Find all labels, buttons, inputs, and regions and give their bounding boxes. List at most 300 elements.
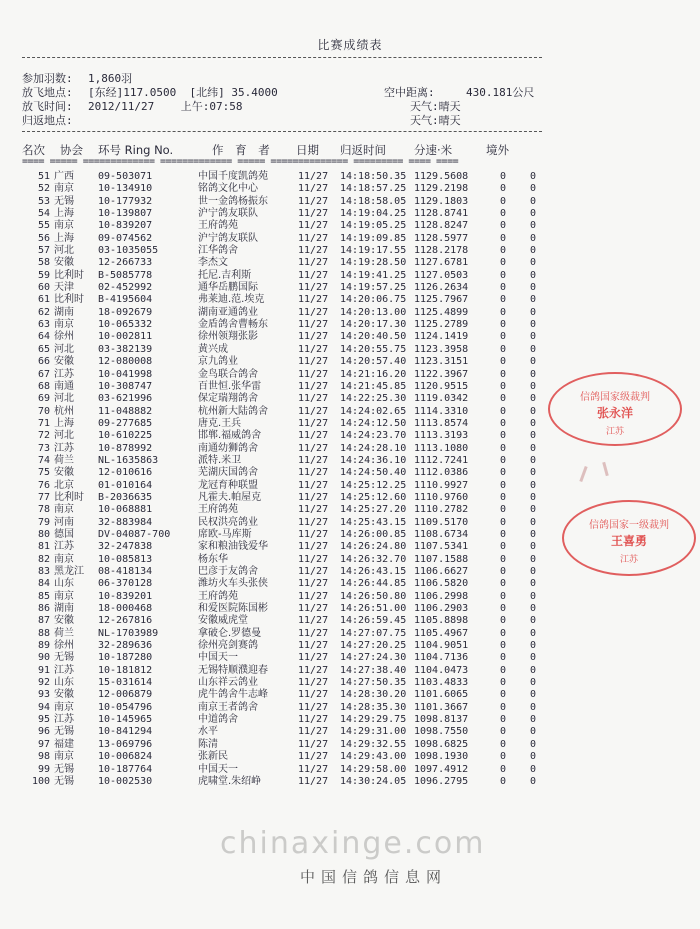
cell-association: 安徽: [54, 467, 74, 479]
cell-speed: 1101.6065: [414, 689, 469, 701]
cell-overseas-b: 0: [530, 405, 537, 417]
cell-date: 11/27: [298, 578, 329, 590]
cell-ring-number: 10-068881: [98, 504, 153, 516]
cell-overseas-b: 0: [530, 245, 537, 257]
stamp-region: 江苏: [619, 555, 638, 565]
cell-rank: 96: [37, 726, 50, 738]
cell-association: 无锡: [54, 652, 74, 664]
cell-overseas-b: 0: [530, 294, 537, 306]
cell-return-time: 14:24:50.40: [340, 467, 407, 479]
cell-breeder: 王府鸽苑: [198, 220, 238, 232]
cell-association: 杭州: [54, 405, 74, 417]
cell-date: 11/27: [298, 627, 329, 639]
cell-association: 北京: [54, 479, 74, 491]
cell-speed: 1097.4912: [414, 763, 469, 775]
cell-breeder: 南京王者鸽舍: [198, 701, 258, 713]
cell-association: 南京: [54, 701, 74, 713]
cell-overseas-a: 0: [500, 183, 507, 195]
cell-date: 11/27: [298, 294, 329, 306]
cell-overseas-a: 0: [500, 652, 507, 664]
cell-rank: 89: [37, 640, 50, 652]
cell-overseas-a: 0: [500, 566, 507, 577]
table-row: [22, 628, 562, 640]
cell-date: 11/27: [298, 541, 329, 553]
table-row: [22, 566, 562, 578]
table-row: [22, 381, 562, 393]
cell-return-time: 14:26:51.00: [340, 603, 407, 615]
cell-date: 11/27: [298, 640, 329, 652]
referee-stamp: [562, 500, 696, 576]
cell-return-time: 14:26:24.80: [340, 541, 407, 553]
cell-overseas-b: 0: [530, 603, 537, 615]
cell-rank: 59: [37, 269, 50, 281]
cell-rank: 81: [37, 541, 50, 553]
cell-association: 安徽: [54, 257, 74, 269]
cell-ring-number: 11-048882: [98, 405, 153, 417]
cell-association: 南京: [54, 220, 74, 232]
cell-date: 11/27: [298, 430, 329, 442]
header-overseas: 境外: [486, 143, 509, 157]
cell-association: 比利时: [54, 294, 84, 306]
table-row: [22, 233, 562, 245]
cell-return-time: 14:27:50.35: [340, 677, 407, 689]
table-row: [22, 541, 562, 553]
cell-date: 11/27: [298, 195, 329, 207]
cell-association: 徐州: [54, 331, 74, 343]
cell-return-time: 14:29:58.00: [340, 763, 407, 775]
cell-date: 11/27: [298, 726, 329, 738]
table-row: [22, 764, 562, 776]
cell-return-time: 14:19:05.25: [340, 220, 407, 232]
header-rank: 名次: [22, 143, 45, 157]
table-row: [22, 591, 562, 603]
cell-overseas-a: 0: [500, 442, 507, 454]
cell-breeder: 家和粮油钱爱华: [198, 541, 268, 553]
table-row: [22, 356, 562, 368]
cell-breeder: 金盾鸽舍曹畅东: [198, 319, 268, 331]
cell-speed: 1107.1588: [414, 553, 469, 565]
cell-overseas-a: 0: [500, 430, 507, 442]
cell-ring-number: 10-002530: [98, 775, 153, 787]
cell-rank: 78: [37, 504, 50, 516]
cell-return-time: 14:29:43.00: [340, 751, 407, 763]
cell-breeder: 沪宁鸽友联队: [198, 232, 258, 244]
cell-rank: 82: [37, 553, 50, 565]
weather-release: 天气:晴天: [410, 100, 461, 113]
cell-breeder: 中国天一: [198, 652, 238, 664]
cell-date: 11/27: [298, 479, 329, 491]
cell-association: 南京: [54, 504, 74, 516]
cell-breeder: 弗莱迪.范.埃克: [198, 294, 265, 306]
cell-ring-number: 18-092679: [98, 306, 153, 318]
cell-overseas-b: 0: [530, 430, 537, 442]
cell-overseas-b: 0: [530, 343, 537, 355]
cell-overseas-b: 0: [530, 467, 537, 479]
cell-overseas-a: 0: [500, 528, 507, 540]
cell-breeder: 虎啸堂.朱绍峥: [198, 775, 262, 787]
cell-date: 11/27: [298, 467, 329, 479]
cell-association: 无锡: [54, 775, 74, 787]
cell-rank: 70: [37, 405, 50, 417]
cell-rank: 64: [37, 331, 50, 343]
cell-association: 上海: [54, 232, 74, 244]
cell-rank: 84: [37, 578, 50, 590]
cell-ring-number: 10-187280: [98, 652, 153, 664]
table-row: [22, 430, 562, 442]
cell-ring-number: 10-006824: [98, 751, 153, 763]
cell-association: 江苏: [54, 541, 74, 553]
time-label: 放飞时间:: [22, 100, 73, 113]
table-row: [22, 492, 562, 504]
table-row: [22, 480, 562, 492]
cell-overseas-a: 0: [500, 269, 507, 281]
cell-rank: 93: [37, 689, 50, 701]
cell-association: 上海: [54, 417, 74, 429]
cell-ring-number: 10-041998: [98, 368, 153, 380]
cell-overseas-b: 0: [530, 220, 537, 232]
cell-overseas-a: 0: [500, 578, 507, 590]
cell-association: 河北: [54, 393, 74, 405]
cell-return-time: 14:28:35.30: [340, 701, 407, 713]
return-label: 归返地点:: [22, 114, 73, 127]
cell-association: 江苏: [54, 368, 74, 380]
cell-overseas-b: 0: [530, 454, 537, 466]
cell-overseas-b: 0: [530, 751, 537, 763]
table-row: [22, 270, 562, 282]
table-row: [22, 504, 562, 516]
cell-association: 比利时: [54, 491, 84, 503]
cell-return-time: 14:20:06.75: [340, 294, 407, 306]
cell-overseas-b: 0: [530, 677, 537, 689]
cell-date: 11/27: [298, 677, 329, 689]
divider: [22, 131, 542, 132]
cell-rank: 95: [37, 714, 50, 726]
cell-ring-number: 10-308747: [98, 380, 153, 392]
cell-ring-number: 03-1035055: [98, 245, 159, 257]
birds-value: 1,860羽: [88, 72, 133, 85]
cell-overseas-a: 0: [500, 454, 507, 466]
cell-overseas-a: 0: [500, 380, 507, 392]
cell-association: 南京: [54, 553, 74, 565]
cell-breeder: 中国天一: [198, 763, 238, 775]
cell-ring-number: 32-883984: [98, 516, 153, 528]
cell-date: 11/27: [298, 763, 329, 775]
cell-breeder: 杭州新大陆鸽舍: [198, 405, 268, 417]
cell-return-time: 14:22:25.30: [340, 393, 407, 405]
cell-rank: 51: [37, 171, 50, 182]
table-row: [22, 726, 562, 738]
cell-association: 天津: [54, 282, 74, 294]
cell-ring-number: 10-841294: [98, 726, 153, 738]
cell-ring-number: B-5085778: [98, 269, 153, 281]
cell-association: 安徽: [54, 356, 74, 368]
cell-association: 河北: [54, 343, 74, 355]
cell-breeder: 京九鸽业: [198, 356, 238, 368]
cell-overseas-a: 0: [500, 220, 507, 232]
cell-overseas-a: 0: [500, 714, 507, 726]
header-separator: ==== ===== ============= ============= ===== ============== ========= ==== ====: [22, 156, 459, 167]
cell-association: 江苏: [54, 442, 74, 454]
referee-stamp: [548, 372, 682, 446]
table-row: [22, 689, 562, 701]
cell-association: 南京: [54, 319, 74, 331]
cell-rank: 74: [37, 454, 50, 466]
cell-association: 安徽: [54, 689, 74, 701]
cell-ring-number: 10-878992: [98, 442, 153, 454]
table-row: [22, 443, 562, 455]
cell-return-time: 14:29:32.55: [340, 738, 407, 750]
cell-overseas-a: 0: [500, 726, 507, 738]
cell-overseas-b: 0: [530, 269, 537, 281]
cell-date: 11/27: [298, 393, 329, 405]
cell-speed: 1129.5608: [414, 171, 469, 182]
cell-overseas-a: 0: [500, 393, 507, 405]
cell-date: 11/27: [298, 232, 329, 244]
cell-breeder: 杨东华: [198, 553, 228, 565]
cell-return-time: 14:19:04.25: [340, 208, 407, 220]
cell-date: 11/27: [298, 603, 329, 615]
cell-rank: 97: [37, 738, 50, 750]
cell-overseas-b: 0: [530, 331, 537, 343]
cell-rank: 57: [37, 245, 50, 257]
cell-breeder: 南通幼狮鸽舍: [198, 442, 258, 454]
cell-ring-number: 10-839207: [98, 220, 153, 232]
cell-overseas-b: 0: [530, 504, 537, 516]
cell-speed: 1128.2178: [414, 245, 469, 257]
cell-return-time: 14:29:31.00: [340, 726, 407, 738]
cell-speed: 1127.0503: [414, 269, 469, 281]
cell-return-time: 14:25:12.60: [340, 491, 407, 503]
table-row: [22, 554, 562, 566]
cell-ring-number: 03-382139: [98, 343, 153, 355]
cell-association: 无锡: [54, 763, 74, 775]
cell-association: 徐州: [54, 640, 74, 652]
cell-speed: 1128.8247: [414, 220, 469, 232]
cell-rank: 80: [37, 528, 50, 540]
cell-ring-number: 10-134910: [98, 183, 153, 195]
cell-overseas-b: 0: [530, 701, 537, 713]
cell-overseas-b: 0: [530, 775, 537, 787]
cell-date: 11/27: [298, 183, 329, 195]
cell-speed: 1108.6734: [414, 528, 469, 540]
cell-association: 江苏: [54, 664, 74, 676]
cell-return-time: 14:20:55.75: [340, 343, 407, 355]
cell-ring-number: DV-04087-700: [98, 528, 171, 540]
cell-association: 河南: [54, 516, 74, 528]
stamp-name: 张永洋: [596, 406, 633, 420]
cell-overseas-b: 0: [530, 380, 537, 392]
cell-association: 荷兰: [54, 454, 74, 466]
cell-rank: 76: [37, 479, 50, 491]
table-row: [22, 467, 562, 479]
cell-breeder: 龙冠育种联盟: [198, 479, 258, 491]
cell-return-time: 14:26:50.80: [340, 590, 407, 602]
cell-overseas-a: 0: [500, 245, 507, 257]
cell-speed: 1119.0342: [414, 393, 469, 405]
distance-label: 空中距离:: [384, 86, 435, 99]
cell-overseas-b: 0: [530, 417, 537, 429]
table-row: [22, 331, 562, 343]
cell-overseas-b: 0: [530, 528, 537, 540]
cell-rank: 62: [37, 306, 50, 318]
cell-speed: 1110.2782: [414, 504, 469, 516]
cell-date: 11/27: [298, 775, 329, 787]
cell-overseas-a: 0: [500, 553, 507, 565]
cell-association: 南京: [54, 590, 74, 602]
cell-overseas-b: 0: [530, 442, 537, 454]
cell-ring-number: 10-002811: [98, 331, 153, 343]
cell-date: 11/27: [298, 738, 329, 750]
table-row: [22, 282, 562, 294]
cell-ring-number: 12-267816: [98, 615, 153, 627]
cell-overseas-a: 0: [500, 504, 507, 516]
table-row: [22, 406, 562, 418]
cell-breeder: 和爱医院陈国彬: [198, 603, 268, 615]
cell-return-time: 14:26:32.70: [340, 553, 407, 565]
cell-speed: 1120.9515: [414, 380, 469, 392]
cell-return-time: 14:24:12.50: [340, 417, 407, 429]
cell-date: 11/27: [298, 245, 329, 257]
cell-ring-number: 10-085813: [98, 553, 153, 565]
table-row: [22, 578, 562, 590]
cell-ring-number: 12-080008: [98, 356, 153, 368]
cell-speed: 1128.8741: [414, 208, 469, 220]
cell-speed: 1107.5341: [414, 541, 469, 553]
cell-breeder: 拿破仑.罗德曼: [198, 627, 262, 639]
cell-return-time: 14:27:24.30: [340, 652, 407, 664]
cell-return-time: 14:26:59.45: [340, 615, 407, 627]
cell-ring-number: 18-000468: [98, 603, 153, 615]
table-row: [22, 529, 562, 541]
cell-association: 安徽: [54, 615, 74, 627]
cell-ring-number: 32-289636: [98, 640, 153, 652]
cell-rank: 55: [37, 220, 50, 232]
watermark-text: 中国信鸽信息网: [300, 868, 448, 886]
cell-overseas-b: 0: [530, 578, 537, 590]
page-title: 比赛成绩表: [317, 38, 383, 52]
cell-overseas-b: 0: [530, 615, 537, 627]
cell-overseas-b: 0: [530, 689, 537, 701]
cell-date: 11/27: [298, 664, 329, 676]
cell-rank: 79: [37, 516, 50, 528]
cell-overseas-a: 0: [500, 208, 507, 220]
cell-speed: 1106.6627: [414, 566, 469, 577]
cell-date: 11/27: [298, 689, 329, 701]
cell-breeder: 王府鸽苑: [198, 590, 238, 602]
cell-ring-number: 09-074562: [98, 232, 153, 244]
cell-association: 河北: [54, 245, 74, 257]
cell-ring-number: B-2036635: [98, 491, 153, 503]
table-row: [22, 615, 562, 627]
stamp-name: 王喜勇: [610, 534, 647, 548]
header-return-time: 归返时间: [340, 143, 386, 157]
cell-return-time: 14:26:44.85: [340, 578, 407, 590]
cell-overseas-a: 0: [500, 467, 507, 479]
cell-speed: 1113.8574: [414, 417, 469, 429]
cell-return-time: 14:26:43.15: [340, 566, 407, 577]
cell-date: 11/27: [298, 701, 329, 713]
cell-speed: 1113.1080: [414, 442, 469, 454]
cell-ring-number: 09-277685: [98, 417, 153, 429]
cell-return-time: 14:18:50.35: [340, 171, 407, 182]
table-row: [22, 665, 562, 677]
table-row: [22, 319, 562, 331]
cell-return-time: 14:28:30.20: [340, 689, 407, 701]
cell-overseas-a: 0: [500, 195, 507, 207]
cell-return-time: 14:21:45.85: [340, 380, 407, 392]
cell-date: 11/27: [298, 368, 329, 380]
cell-return-time: 14:25:27.20: [340, 504, 407, 516]
cell-date: 11/27: [298, 319, 329, 331]
cell-speed: 1128.5977: [414, 232, 469, 244]
cell-overseas-a: 0: [500, 603, 507, 615]
cell-date: 11/27: [298, 491, 329, 503]
cell-overseas-b: 0: [530, 306, 537, 318]
table-row: [22, 751, 562, 763]
cell-breeder: 虎牛鸽舍牛志峰: [198, 689, 268, 701]
cell-date: 11/27: [298, 504, 329, 516]
cell-rank: 52: [37, 183, 50, 195]
cell-date: 11/27: [298, 454, 329, 466]
cell-return-time: 14:21:16.20: [340, 368, 407, 380]
cell-rank: 75: [37, 467, 50, 479]
cell-association: 湖南: [54, 306, 74, 318]
cell-ring-number: B-4195604: [98, 294, 153, 306]
cell-overseas-b: 0: [530, 393, 537, 405]
cell-ring-number: 12-010616: [98, 467, 153, 479]
cell-date: 11/27: [298, 714, 329, 726]
site-value: [东经]117.0500 [北纬] 35.4000: [88, 86, 278, 99]
cell-date: 11/27: [298, 751, 329, 763]
cell-speed: 1122.3967: [414, 368, 469, 380]
cell-date: 11/27: [298, 282, 329, 294]
cell-overseas-b: 0: [530, 763, 537, 775]
cell-overseas-a: 0: [500, 356, 507, 368]
table-row: [22, 196, 562, 208]
cell-return-time: 14:18:57.25: [340, 183, 407, 195]
cell-return-time: 14:19:09.85: [340, 232, 407, 244]
cell-overseas-b: 0: [530, 171, 537, 182]
cell-ring-number: 15-031614: [98, 677, 153, 689]
cell-overseas-a: 0: [500, 368, 507, 380]
cell-overseas-a: 0: [500, 282, 507, 294]
cell-overseas-a: 0: [500, 331, 507, 343]
cell-breeder: 通华岳鹏国际: [198, 282, 258, 294]
cell-rank: 72: [37, 430, 50, 442]
cell-breeder: 江华鸽舍: [198, 245, 238, 257]
cell-date: 11/27: [298, 553, 329, 565]
results-table: [22, 171, 562, 788]
cell-ring-number: 01-010164: [98, 479, 153, 491]
cell-return-time: 14:19:57.25: [340, 282, 407, 294]
cell-date: 11/27: [298, 528, 329, 540]
table-row: [22, 294, 562, 306]
cell-return-time: 14:20:17.30: [340, 319, 407, 331]
table-row: [22, 714, 562, 726]
table-row: [22, 776, 562, 788]
cell-overseas-a: 0: [500, 664, 507, 676]
cell-ring-number: 08-418134: [98, 566, 153, 577]
cell-rank: 60: [37, 282, 50, 294]
cell-return-time: 14:20:40.50: [340, 331, 407, 343]
cell-overseas-b: 0: [530, 553, 537, 565]
cell-speed: 1125.2789: [414, 319, 469, 331]
cell-speed: 1098.7550: [414, 726, 469, 738]
cell-overseas-a: 0: [500, 516, 507, 528]
cell-breeder: 徐州领翔张影: [198, 331, 258, 343]
distance-value: 430.181公尺: [466, 86, 535, 99]
cell-date: 11/27: [298, 208, 329, 220]
